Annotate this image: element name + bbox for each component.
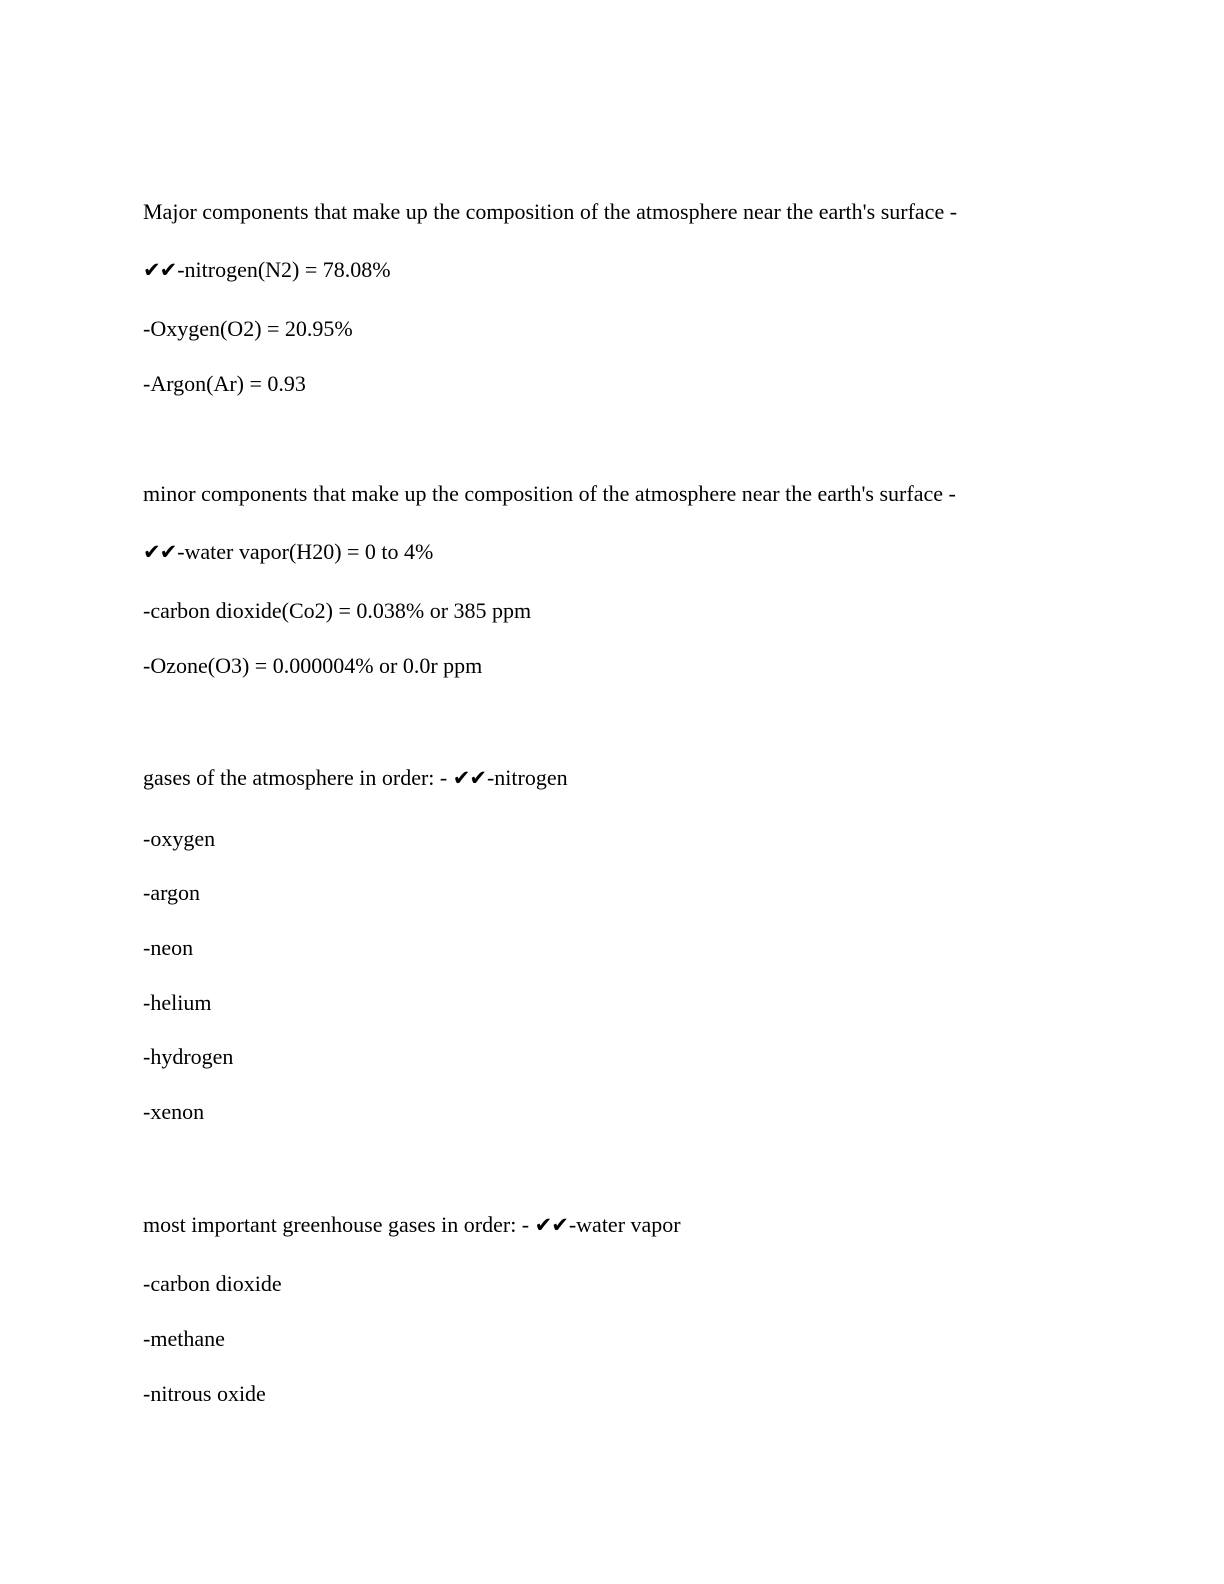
answer-label: -xenon <box>143 1099 205 1124</box>
answer-label: -Oxygen(O2) = 20.95% <box>143 316 353 341</box>
double-check-icon: ✔✔ <box>143 258 177 282</box>
answer-label: -water vapor <box>568 1212 681 1237</box>
answer-line <box>143 539 433 565</box>
answer-line <box>143 598 531 624</box>
answer-line <box>143 1326 225 1352</box>
question-label: gases of the atmosphere in order: - <box>143 765 448 790</box>
answer-label: -nitrogen <box>486 765 568 790</box>
answer-line <box>143 990 211 1016</box>
answer-line <box>143 1381 266 1407</box>
answer-line <box>143 316 353 342</box>
answer-label: -methane <box>143 1326 225 1351</box>
double-check-icon: ✔✔ <box>143 540 177 564</box>
answer-line <box>143 653 482 679</box>
answer-line <box>143 880 200 906</box>
answer-label: -water vapor(H20) = 0 to 4% <box>177 539 434 564</box>
answer-label: -nitrogen(N2) = 78.08% <box>177 257 391 282</box>
question-label: minor components that make up the composition of the atmosphere near the earth's surface - <box>143 481 956 506</box>
answer-line <box>143 1099 204 1125</box>
answer-line <box>143 935 193 961</box>
answer-label: -carbon dioxide(Co2) = 0.038% or 385 ppm <box>143 598 532 623</box>
answer-line <box>143 826 215 852</box>
answer-line <box>143 1271 282 1297</box>
answer-line <box>143 257 391 283</box>
answer-label: -Ozone(O3) = 0.000004% or 0.0r ppm <box>143 653 483 678</box>
answer-label: -nitrous oxide <box>143 1381 266 1406</box>
double-check-icon: ✔✔ <box>452 766 486 790</box>
answer-line <box>143 371 306 397</box>
answer-label: -oxygen <box>143 826 216 851</box>
double-check-icon: ✔✔ <box>534 1213 568 1237</box>
question-text <box>143 199 957 225</box>
answer-label: -neon <box>143 935 194 960</box>
answer-label: -hydrogen <box>143 1044 234 1069</box>
answer-label: -Argon(Ar) = 0.93 <box>143 371 306 396</box>
answer-line <box>143 1044 233 1070</box>
question-label: Major components that make up the composition of the atmosphere near the earth's surface - <box>143 199 958 224</box>
answer-label: -carbon dioxide <box>143 1271 282 1296</box>
answer-label: -argon <box>143 880 201 905</box>
question-text <box>143 765 568 791</box>
answer-label: -helium <box>143 990 212 1015</box>
question-text <box>143 481 956 507</box>
question-text <box>143 1212 681 1238</box>
question-label: most important greenhouse gases in order: - <box>143 1212 530 1237</box>
